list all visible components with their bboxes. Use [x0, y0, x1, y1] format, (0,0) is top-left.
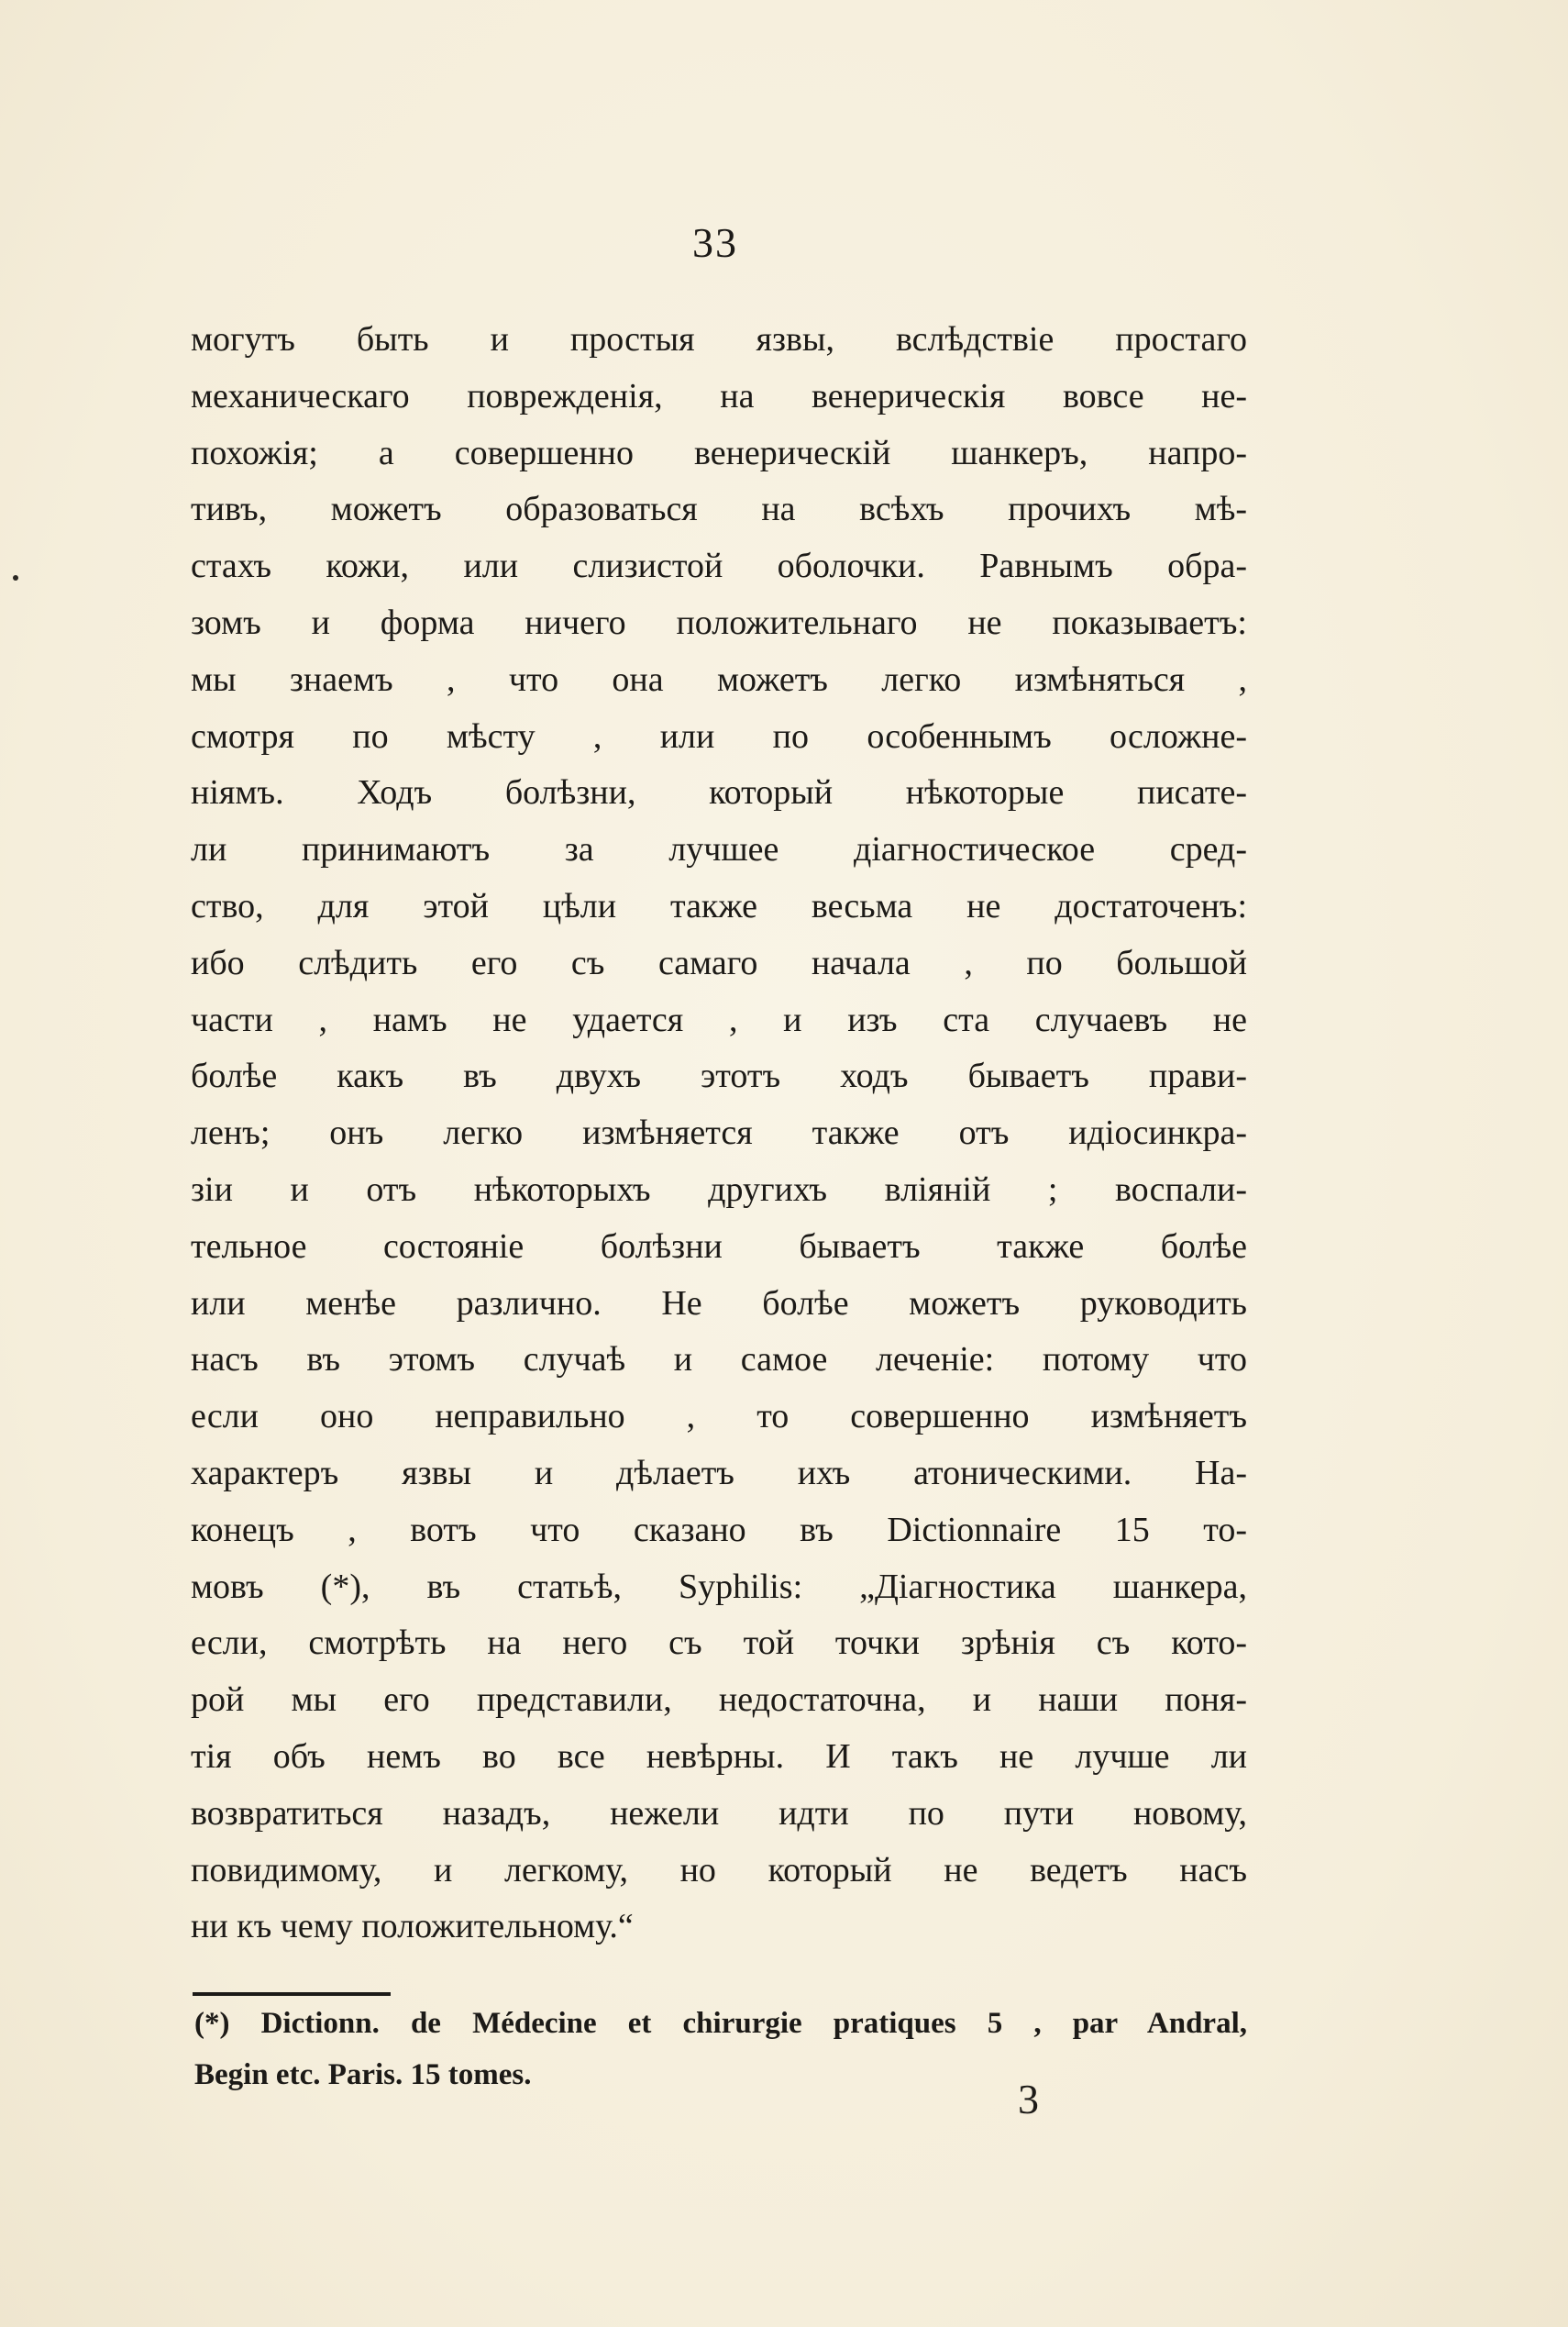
footnote — [194, 1998, 1247, 2100]
text-line: мовъ (*), въ статьѣ, Syphilis: „Діагностика шанкера, — [191, 1567, 1247, 1606]
text-line: зомъ и форма ничего положительнаго не показываетъ: — [191, 603, 1247, 642]
footnote-line: (*) Dictionn. de Médecine et chirurgie pratiques 5 , par Andral, — [194, 2007, 1247, 2040]
text-line: болѣе какъ въ двухъ этотъ ходъ бываетъ прави- — [191, 1057, 1247, 1096]
page-number: 33 — [692, 219, 738, 266]
footnote-rule — [193, 1992, 391, 1996]
text-line: повидимому, и легкому, но который не ведетъ насъ — [191, 1850, 1247, 1889]
text-line: смотря по мѣсту , или по особеннымъ осложне- — [191, 716, 1247, 756]
text-line: ли принимаютъ за лучшее діагностическое сред- — [191, 830, 1247, 870]
text-line: тивъ, можетъ образоваться на всѣхъ прочихъ мѣ- — [191, 490, 1247, 529]
text-line: зіи и отъ нѣкоторыхъ другихъ вліяній ; воспали- — [191, 1169, 1247, 1209]
footnote-line: Begin etc. Paris. 15 tomes. — [194, 2058, 532, 2091]
text-line: ибо слѣдить его съ самаго начала , по большой — [191, 943, 1247, 982]
text-line: насъ въ этомъ случаѣ и самое леченіе: потому что — [191, 1340, 1247, 1380]
text-line: если оно неправильно , то совершенно измѣняетъ — [191, 1397, 1247, 1436]
text-line: тельное состояніе болѣзни бываетъ также болѣе — [191, 1226, 1247, 1266]
text-line: могутъ быть и простыя язвы, вслѣдствіе простаго — [191, 320, 1247, 359]
text-line: ленъ; онъ легко измѣняется также отъ идіосинкра- — [191, 1114, 1247, 1153]
text-line: тія объ немъ во все невѣрны. И такъ не лучше ли — [191, 1736, 1247, 1776]
text-line: или менѣе различно. Не болѣе можетъ руководить — [191, 1283, 1247, 1323]
text-line: возвратиться назадъ, нежели идти по пути новому, — [191, 1793, 1247, 1833]
text-line: ніямъ. Ходъ болѣзни, который нѣкоторые писате- — [191, 773, 1247, 813]
text-line: конецъ , вотъ что сказано въ Dictionnaire 15 то- — [191, 1510, 1247, 1549]
text-line: ство, для этой цѣли также весьма не достаточенъ: — [191, 886, 1247, 925]
text-line: если, смотрѣть на него съ той точки зрѣнія съ кото- — [191, 1623, 1247, 1663]
signature-mark: 3 — [1018, 2076, 1039, 2122]
text-line: ни къ чему положительному.“ — [191, 1907, 634, 1946]
text-line: мы знаемъ , что она можетъ легко измѣняться , — [191, 659, 1247, 699]
text-line: похожія; а совершенно венерическій шанкеръ, напро- — [191, 433, 1247, 472]
text-line: стахъ кожи, или слизистой оболочки. Равнымъ обра- — [191, 547, 1247, 586]
text-line: части , намъ не удается , и изъ ста случаевъ не — [191, 1000, 1247, 1039]
margin-speck — [13, 575, 18, 581]
text-line: механическаго поврежденія, на венерическія вовсе не- — [191, 376, 1247, 416]
text-line: рой мы его представили, недостаточна, и наши поня- — [191, 1680, 1247, 1720]
text-line: характеръ язвы и дѣлаетъ ихъ атоническими. На- — [191, 1453, 1247, 1492]
body-text — [191, 312, 1247, 1956]
